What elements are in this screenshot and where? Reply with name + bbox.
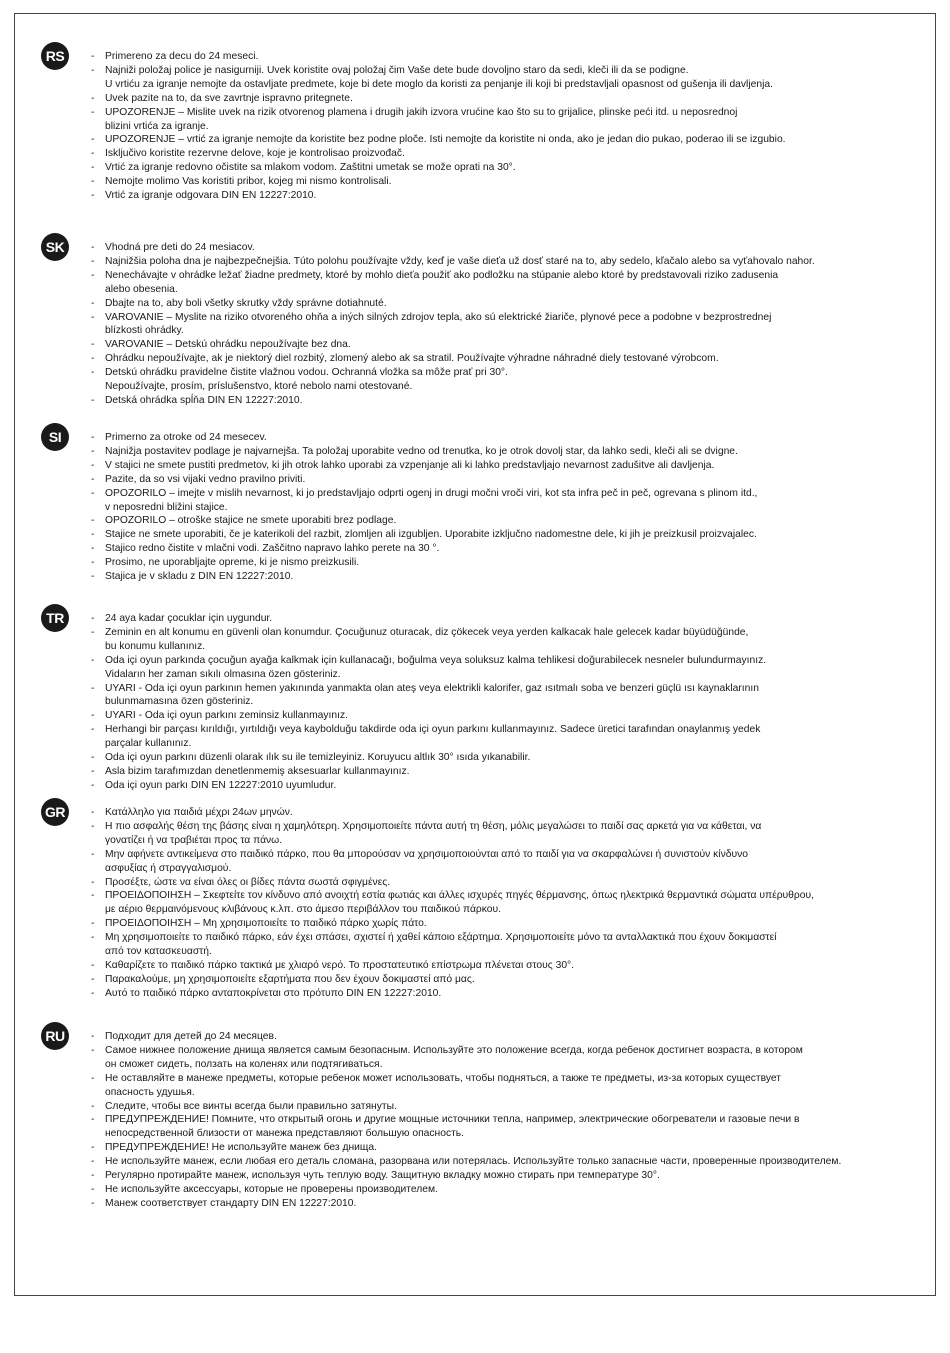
list-item: - UYARI - Oda içi oyun parkını zeminsiz kullanmayınız. [91,709,921,723]
instruction-list [91,50,921,203]
list-item: - Προσέξτε, ώστε να είναι όλες οι βίδες πάντα σωστά σφιγμένες. [91,876,921,890]
instruction-list [91,612,921,793]
list-item: - Подходит для детей до 24 месяцев. [91,1030,921,1044]
list-item: - Самое нижнее положение днища является самым безопасным. Используйте это положение всегда, когда ребенок достигнет возраста, в котором он сможет сидеть, ползать на коленях или подтягиваться. [91,1044,921,1072]
list-item: - Asla bizim tarafımızdan denetlenmemiş aksesuarlar kullanmayınız. [91,765,921,779]
list-item: - Vrtić za igranje redovno očistite sa mlakom vodom. Zaštitni umetak se može oprati na 30°. [91,161,921,175]
instruction-list [91,1030,921,1211]
list-item: - ΠΡΟΕΙΔΟΠΟΙΗΣΗ – Μη χρησιμοποιείτε το παιδικό πάρκο χωρίς πάτο. [91,917,921,931]
list-item: - Najnižja postavitev podlage je najvarnejša. Ta položaj uporabite vedno od trenutka, ko je otrok dovolj star, da lahko sedi, kleči ali se dvigne. [91,445,921,459]
list-item: - Stajica je v skladu z DIN EN 12227:2010. [91,570,921,584]
list-item: - V stajici ne smete pustiti predmetov, ki jih otrok lahko uporabi za vzpenjanje ali ki lahko predstavljajo nevarnost zadušitve ali davljenja. [91,459,921,473]
list-item: - Oda içi oyun parkında çocuğun ayağa kalkmak için kullanacağı, boğulma veya soluksuz kalma tehlikesi doğurabilecek nesneler bulundurmayınız. Vidaların her zaman sıkılı olmasına özen gösteriniz. [91,654,921,682]
list-item: - ΠΡΟΕΙΔΟΠΟΙΗΣΗ – Σκεφτείτε τον κίνδυνο από ανοιχτή εστία φωτιάς και άλλες ισχυρές πηγές θέρμανσης, όπως ηλεκτρικά θερμαντικά σώματα υπέρυθρου, με αέριο θερμαινόμενους κλιβάνους κ.λπ. στο άμεσο περιβάλλον του παιδικού πάρκου. [91,889,921,917]
list-item: - Не используйте манеж, если любая его деталь сломана, разорвана или потерялась. Используйте только запасные части, проверенные производителем. [91,1155,921,1169]
list-item: - Primereno za decu do 24 meseci. [91,50,921,64]
language-badge: GR [41,798,69,826]
language-badge: SI [41,423,69,451]
list-item: - Не оставляйте в манеже предметы, которые ребенок может использовать, чтобы подняться, а также те предметы, из-за которых существует опасность удушья. [91,1072,921,1100]
list-item: - ПРЕДУПРЕЖДЕНИЕ! Помните, что открытый огонь и другие мощные источники тепла, например, электрические обогреватели и газовые печи в непосредственной близости от манежа представляют большую опасность. [91,1113,921,1141]
list-item: - Vrtić za igranje odgovara DIN EN 12227:2010. [91,189,921,203]
list-item: - Dbajte na to, aby boli všetky skrutky vždy správne dotiahnuté. [91,297,921,311]
list-item: - VAROVANIE – Myslite na riziko otvoreného ohňa a iných silných zdrojov tepla, ako sú elektrické žiariče, plynové pece a podobne v bezprostrednej blízkosti ohrádky. [91,311,921,339]
list-item: - ПРЕДУПРЕЖДЕНИЕ! Не используйте манеж без днища. [91,1141,921,1155]
list-item: - Uvek pazite na to, da sve zavrtnje ispravno pritegnete. [91,92,921,106]
list-item: - Najniži položaj police je nasigurniji. Uvek koristite ovaj položaj čim Vaše dete bude dovoljno staro da sedi, kleči ili da se podigne. U vrtiću za igranje nemojte da ostavljate predmete, koje bi dete moglo da koristi za penjanje ili koji bi predstavljali opasnost od gušenja ili davljenja. [91,64,921,92]
list-item: - Не используйте аксессуары, которые не проверены производителем. [91,1183,921,1197]
list-item: - Stajico redno čistite v mlačni vodi. Zaščitno napravo lahko perete na 30 °. [91,542,921,556]
language-badge: SK [41,233,69,261]
list-item: - Herhangi bir parçası kırıldığı, yırtıldığı veya kaybolduğu takdirde oda içi oyun parkını kullanmayınız. Sadece üretici tarafından onaylanmış yedek parçalar kullanınız. [91,723,921,751]
list-item: - Μη χρησιμοποιείτε το παιδικό πάρκο, εάν έχει σπάσει, σχιστεί ή χαθεί κάποιο εξάρτημα. Χρησιμοποιείτε μόνο τα ανταλλακτικά που έχουν δοκιμαστεί από τον κατασκευαστή. [91,931,921,959]
list-item: - Primerno za otroke od 24 mesecev. [91,431,921,445]
list-item: - Регулярно протирайте манеж, используя чуть теплую воду. Защитную вкладку можно стирать при температуре 30°. [91,1169,921,1183]
list-item: - Nenechávajte v ohrádke ležať žiadne predmety, ktoré by mohlo dieťa použiť ako podložku na stúpanie alebo ktoré by predstavovali riziko zadusenia alebo obesenia. [91,269,921,297]
list-item: - Следите, чтобы все винты всегда были правильно затянуты. [91,1100,921,1114]
list-item: - Μην αφήνετε αντικείμενα στο παιδικό πάρκο, που θα μπορούσαν να χρησιμοποιούνται από το παιδί για να σκαρφαλώνει ή συνιστούν κίνδυνο ασφυξίας ή στραγγαλισμού. [91,848,921,876]
instruction-list [91,241,921,408]
list-item: - UPOZORENJE – Mislite uvek na rizik otvorenog plamena i drugih jakih izvora vrućine kao što su to grijalice, plinske peći itd. u neposrednoj blizini vrtića za igranje. [91,106,921,134]
list-item: - Παρακαλούμε, μη χρησιμοποιείτε εξαρτήματα που δεν έχουν δοκιμαστεί από μας. [91,973,921,987]
list-item: - UPOZORENJE – vrtić za igranje nemojte da koristite bez podne ploče. Isti nemojte da koristite ni onda, ako je jedan dio pukao, poderao ili se izgubio. [91,133,921,147]
list-item: - Nemojte molimo Vas koristiti pribor, kojeg mi nismo kontrolisali. [91,175,921,189]
list-item: - Zeminin en alt konumu en güvenli olan konumdur. Çocuğunuz oturacak, diz çökecek veya yerden kalkacak hale gelecek kadar büyüdüğünde, bu konumu kullanınız. [91,626,921,654]
list-item: - Prosimo, ne uporabljajte opreme, ki je nismo preizkusili. [91,556,921,570]
list-item: - Detskú ohrádku pravidelne čistite vlažnou vodou. Ochranná vložka sa môže prať pri 30°. Nepoužívajte, prosím, príslušenstvo, ktoré nebolo nami otestované. [91,366,921,394]
list-item: - UYARI - Oda içi oyun parkının hemen yakınında yanmakta olan ateş veya elektrikli kalorifer, gaz ısıtmalı soba ve benzeri güçlü ısı kaynaklarının bulunmamasına özen gösteriniz. [91,682,921,710]
list-item: - Καθαρίζετε το παιδικό πάρκο τακτικά με χλιαρό νερό. Το προστατευτικό επίστρωμα πλένεται στους 30°. [91,959,921,973]
list-item: - Αυτό το παιδικό πάρκο ανταποκρίνεται στο πρότυπο DIN EN 12227:2010. [91,987,921,1001]
list-item: - VAROVANIE – Detskú ohrádku nepoužívajte bez dna. [91,338,921,352]
list-item: - Najnižšia poloha dna je najbezpečnejšia. Túto polohu používajte vždy, keď je vaše dieťa už dosť staré na to, aby sedelo, kľačalo alebo sa vyťahovalo nahor. [91,255,921,269]
language-badge: RS [41,42,69,70]
list-item: - Манеж соответствует стандарту DIN EN 12227:2010. [91,1197,921,1211]
language-badge: TR [41,604,69,632]
list-item: - Pazite, da so vsi vijaki vedno pravilno priviti. [91,473,921,487]
list-item: - Isključivo koristite rezervne delove, koje je kontrolisao proizvođač. [91,147,921,161]
list-item: - Η πιο ασφαλής θέση της βάσης είναι η χαμηλότερη. Χρησιμοποιείτε πάντα αυτή τη θέση, μόλις μεγαλώσει το παιδί σας αρκετά για να κάθεται, να γονατίζει ή να τραβιέται προς τα πάνω. [91,820,921,848]
list-item: - Ohrádku nepoužívajte, ak je niektorý diel rozbitý, zlomený alebo ak sa stratil. Používajte výhradne náhradné diely testované výrobcom. [91,352,921,366]
list-item: - Oda içi oyun parkını düzenli olarak ılık su ile temizleyiniz. Koruyucu altlık 30° ısıda yıkanabilir. [91,751,921,765]
list-item: - Oda içi oyun parkı DIN EN 12227:2010 uyumludur. [91,779,921,793]
instruction-list [91,431,921,584]
list-item: - Detská ohrádka spĺňa DIN EN 12227:2010. [91,394,921,408]
list-item: - Stajice ne smete uporabiti, če je katerikoli del razbit, zlomljen ali izgubljen. Uporabite izključno nadomestne dele, ki jih je preizkusil proizvajalec. [91,528,921,542]
instruction-list [91,806,921,1001]
list-item: - Vhodná pre deti do 24 mesiacov. [91,241,921,255]
list-item: - OPOZORILO – otroške stajice ne smete uporabiti brez podlage. [91,514,921,528]
page-frame [14,13,936,1296]
language-badge: RU [41,1022,69,1050]
list-item: - Κατάλληλο για παιδιά μέχρι 24ων μηνών. [91,806,921,820]
list-item: - OPOZORILO – imejte v mislih nevarnost, ki jo predstavljajo odprti ogenj in drugi močni vroči viri, kot sta infra peč in peč, ogrevana s plinom itd., v neposredni bližini stajice. [91,487,921,515]
list-item: - 24 aya kadar çocuklar için uygundur. [91,612,921,626]
